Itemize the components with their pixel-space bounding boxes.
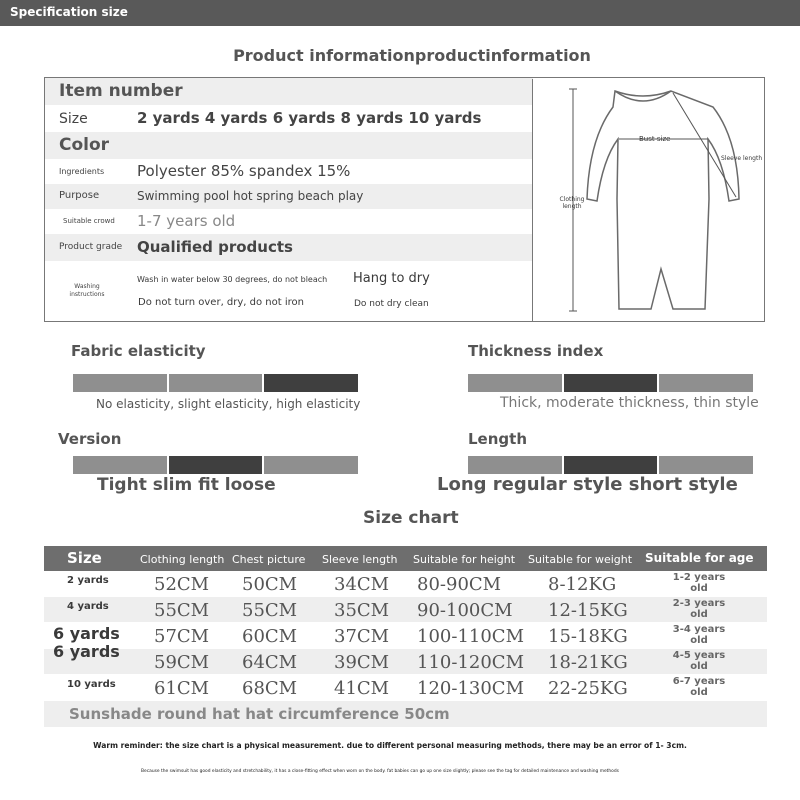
length-seg-3 <box>659 456 753 474</box>
sleeve-cell: 41CM <box>334 678 390 699</box>
height-cell: 90-100CM <box>417 600 513 621</box>
info-row-grade <box>45 234 533 261</box>
footer-note: Because the swimsuit has good elasticity and stretchability, it has a close-fitting effect when worn on the body. fat babies can go up one size slightly; please see the tag for detailed maintenance and washing methods <box>141 769 619 774</box>
info-row-crowd <box>45 209 533 234</box>
color-label: Color <box>59 135 110 155</box>
header-title: Specification size <box>10 5 128 19</box>
ingredients-value: Polyester 85% spandex 15% <box>137 162 351 180</box>
table-row <box>44 597 767 622</box>
age-cell-2: old <box>690 635 708 646</box>
info-row-washing <box>45 261 533 321</box>
height-cell: 120-130CM <box>417 678 524 699</box>
grade-label: Product grade <box>59 242 123 252</box>
thickness-seg-3 <box>659 374 753 392</box>
table-row <box>44 675 767 700</box>
length-cell: 61CM <box>154 678 210 699</box>
size-cell: 4 yards <box>67 601 109 612</box>
product-info-title: Product informationproductinformation <box>233 46 591 65</box>
washing-item-2: Hang to dry <box>353 271 430 286</box>
info-row-size <box>45 105 533 132</box>
info-row-ingredients <box>45 159 533 184</box>
col-sleeve-length: Sleeve length <box>322 553 398 566</box>
length-cell: 55CM <box>154 600 210 621</box>
age-cell-2: old <box>690 609 708 620</box>
crowd-value: 1-7 years old <box>137 212 236 230</box>
weight-cell: 18-21KG <box>548 652 628 673</box>
weight-cell: 12-15KG <box>548 600 628 621</box>
version-seg-2 <box>169 456 262 474</box>
size-cell: 2 yards <box>67 575 109 586</box>
col-age: Suitable for age <box>645 551 754 565</box>
size-label: Size <box>59 111 88 127</box>
size-chart-title: Size chart <box>363 508 459 528</box>
chest-cell: 50CM <box>242 574 298 595</box>
col-chest-picture: Chest picture <box>232 553 306 566</box>
warm-reminder: Warm reminder: the size chart is a physical measurement. due to different personal measuring methods, there may be an error of 1- 3cm. <box>93 741 687 750</box>
col-weight: Suitable for weight <box>528 553 633 566</box>
length-seg-2 <box>564 456 657 474</box>
sleeve-cell: 39CM <box>334 652 390 673</box>
length-cell: 57CM <box>154 626 210 647</box>
age-cell-1: 1-2 years <box>672 572 726 583</box>
washing-item-3: Do not turn over, dry, do not iron <box>138 297 304 308</box>
sleeve-cell: 35CM <box>334 600 390 621</box>
purpose-value: Swimming pool hot spring beach play <box>137 189 364 203</box>
age-cell-1: 4-5 years <box>672 650 726 661</box>
fabric-seg-1 <box>73 374 167 392</box>
weight-cell: 8-12KG <box>548 574 617 595</box>
washing-label: Washing instructions <box>69 283 105 298</box>
chest-cell: 68CM <box>242 678 298 699</box>
purpose-label: Purpose <box>59 190 100 201</box>
sleeve-length-label: Sleeve length <box>721 155 763 162</box>
height-cell: 80-90CM <box>417 574 502 595</box>
version-seg-1 <box>73 456 167 474</box>
length-seg-1 <box>468 456 562 474</box>
item-number-label: Item number <box>59 81 183 101</box>
chest-cell: 55CM <box>242 600 298 621</box>
size-cell: 10 yards <box>67 679 116 690</box>
thickness-index-title: Thickness index <box>468 342 604 360</box>
age-cell-1: 6-7 years <box>672 676 726 687</box>
col-size: Size <box>67 549 102 567</box>
clothing-length-label: Clothing length <box>559 196 585 210</box>
height-cell: 100-110CM <box>417 626 524 647</box>
info-row-color <box>45 132 533 159</box>
table-row <box>44 642 767 674</box>
washing-item-4: Do not dry clean <box>354 299 429 309</box>
washing-item-1: Wash in water below 30 degrees, do not bleach <box>137 275 328 284</box>
info-row-item-number <box>45 78 533 105</box>
sleeve-cell: 37CM <box>334 626 390 647</box>
length-cell: 52CM <box>154 574 210 595</box>
age-cell-1: 2-3 years <box>672 598 726 609</box>
version-title: Version <box>58 430 122 448</box>
age-cell-2: old <box>690 583 708 594</box>
bust-size-label: Bust size <box>639 135 671 143</box>
col-height: Suitable for height <box>413 553 516 566</box>
thickness-seg-1 <box>468 374 562 392</box>
ingredients-label: Ingredients <box>59 167 105 176</box>
info-row-purpose <box>45 184 533 209</box>
fabric-elasticity-title: Fabric elasticity <box>71 342 206 360</box>
crowd-label: Suitable crowd <box>63 217 115 225</box>
length-title: Length <box>468 430 527 448</box>
size-value: 2 yards 4 yards 6 yards 8 yards 10 yards <box>137 109 482 127</box>
size-cell: 6 yards <box>53 624 120 643</box>
length-cell: 59CM <box>154 652 210 673</box>
chest-cell: 60CM <box>242 626 298 647</box>
table-row <box>44 623 767 648</box>
top-bar <box>0 0 800 26</box>
table-row <box>44 571 767 596</box>
age-cell-1: 3-4 years <box>672 624 726 635</box>
fabric-elasticity-caption: No elasticity, slight elasticity, high elasticity <box>96 397 361 411</box>
thickness-index-caption: Thick, moderate thickness, thin style <box>500 395 759 411</box>
sleeve-cell: 34CM <box>334 574 390 595</box>
height-cell: 110-120CM <box>417 652 524 673</box>
weight-cell: 15-18KG <box>548 626 628 647</box>
fabric-seg-2 <box>169 374 262 392</box>
size-cell: 6 yards <box>53 642 120 661</box>
version-seg-3 <box>264 456 358 474</box>
grade-value: Qualified products <box>137 238 293 256</box>
size-chart-header <box>44 546 767 571</box>
garment-diagram <box>532 79 764 321</box>
hat-note-row <box>44 701 767 727</box>
weight-cell: 22-25KG <box>548 678 628 699</box>
age-cell-2: old <box>690 661 708 672</box>
chest-cell: 64CM <box>242 652 298 673</box>
age-cell-2: old <box>690 687 708 698</box>
thickness-seg-2 <box>564 374 657 392</box>
col-clothing-length: Clothing length <box>140 553 225 566</box>
version-caption: Tight slim fit loose <box>97 475 276 495</box>
fabric-seg-3 <box>264 374 358 392</box>
hat-note: Sunshade round hat hat circumference 50cm <box>69 705 450 723</box>
length-caption: Long regular style short style <box>437 474 738 495</box>
